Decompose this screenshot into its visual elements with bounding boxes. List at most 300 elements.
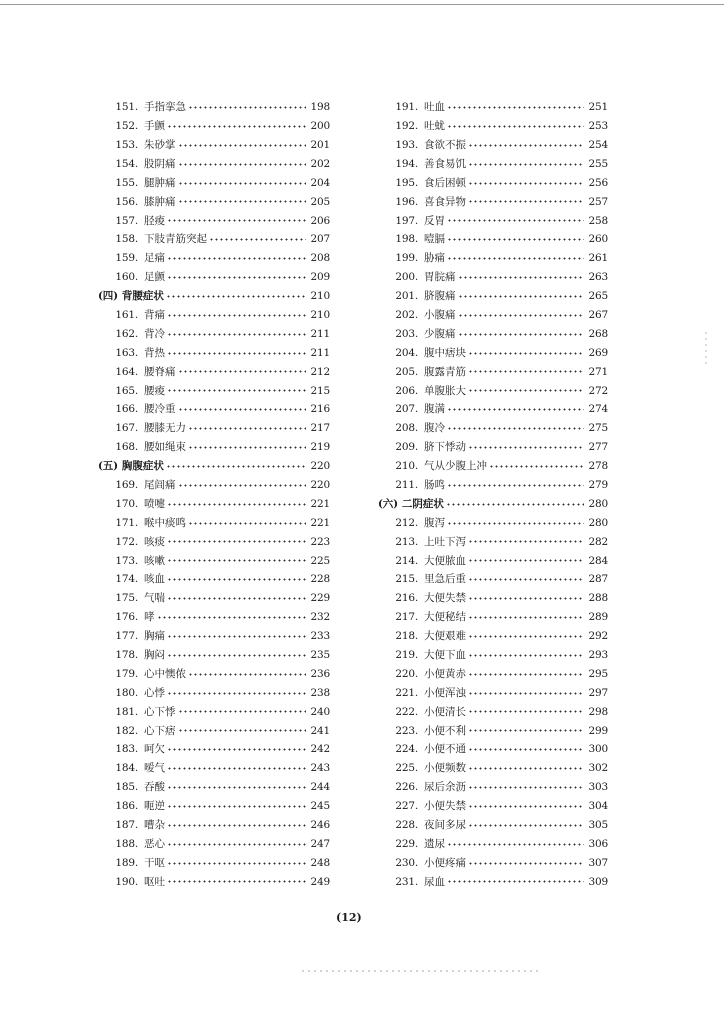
toc-entry <box>384 268 608 287</box>
top-edge-rule <box>0 4 724 5</box>
dot-leader <box>489 465 584 468</box>
toc-entry-page: 255 <box>588 157 608 170</box>
toc-entry-number: 162. <box>115 327 138 340</box>
toc-entry <box>104 797 330 816</box>
dot-leader <box>178 710 307 713</box>
toc-entry <box>104 665 330 684</box>
toc-entry-number: 169. <box>115 479 138 491</box>
dot-leader <box>447 843 584 846</box>
toc-entry-page: 282 <box>588 535 608 548</box>
toc-entry-page: 249 <box>310 875 330 888</box>
toc-entry-number: 195. <box>395 176 418 189</box>
toc-entry-page: 211 <box>310 346 330 359</box>
toc-entry <box>104 400 330 419</box>
toc-entry-title: 少腹痛 <box>424 327 456 340</box>
toc-entry-page: 240 <box>310 705 330 718</box>
toc-entry-number: 155. <box>115 176 138 189</box>
toc-entry-page: 297 <box>588 686 608 699</box>
toc-entry <box>104 249 330 268</box>
toc-section-heading <box>378 495 608 514</box>
dot-leader <box>447 257 584 260</box>
toc-entry-title: 气喘 <box>144 592 165 605</box>
toc-entry-page: 243 <box>310 762 330 775</box>
toc-entry-page: 284 <box>588 554 608 567</box>
toc-entry-title: 腹露青筋 <box>424 365 466 378</box>
toc-entry <box>104 570 330 589</box>
toc-entry-page: 245 <box>310 800 330 813</box>
toc-entry-page: 225 <box>310 554 330 567</box>
toc-entry <box>384 854 608 873</box>
dot-leader <box>188 673 306 676</box>
toc-entry-number: 198. <box>395 233 418 246</box>
toc-entry-page: 292 <box>588 630 608 643</box>
toc-entry-page: 242 <box>310 743 330 756</box>
toc-entry-title: 喷嚏 <box>144 497 165 510</box>
toc-entry-page: 244 <box>310 781 330 794</box>
toc-entry-title: 大便失禁 <box>424 592 466 605</box>
toc-entry-page: 280 <box>588 516 608 529</box>
toc-entry-page: 229 <box>310 592 330 605</box>
toc-entry-title: 喜食异物 <box>424 195 466 208</box>
toc-entry-title: 腰痠 <box>144 384 165 397</box>
dot-leader <box>468 144 584 147</box>
toc-entry-title: 腿肿痛 <box>144 176 176 189</box>
toc-entry <box>384 457 608 476</box>
toc-entry-page: 248 <box>310 856 330 869</box>
toc-entry-title: 善食易饥 <box>424 157 466 170</box>
toc-entry-number: 186. <box>115 800 138 813</box>
dot-leader <box>157 616 307 619</box>
toc-left-column <box>98 98 330 891</box>
dot-leader <box>468 862 584 865</box>
toc-entry <box>104 362 330 381</box>
toc-entry-title: 腰膝无力 <box>144 422 186 435</box>
toc-entry-number: 217. <box>395 611 418 624</box>
toc-entry-page: 260 <box>588 233 608 246</box>
dot-leader <box>167 805 306 808</box>
toc-entry-number: 168. <box>115 441 138 454</box>
dot-leader <box>468 673 584 676</box>
toc-entry-number: 199. <box>395 252 418 265</box>
toc-entry-title: 手颤 <box>144 120 165 133</box>
toc-entry-title: 二阴症状 <box>401 497 444 510</box>
toc-entry-number: 159. <box>115 252 138 265</box>
toc-entry-number: 170. <box>115 497 138 510</box>
toc-entry-page: 228 <box>310 573 330 586</box>
toc-entry-number: 215. <box>395 573 418 586</box>
toc-entry <box>104 192 330 211</box>
toc-entry <box>384 306 608 325</box>
toc-entry-page: 210 <box>310 308 330 321</box>
toc-entry <box>384 381 608 400</box>
toc-entry-number: 187. <box>115 819 138 832</box>
toc-entry <box>104 230 330 249</box>
toc-entry-page: 232 <box>310 611 330 624</box>
dot-leader <box>468 182 584 185</box>
toc-entry-number: 157. <box>115 214 138 227</box>
dot-leader <box>167 767 306 770</box>
toc-entry-title: 食后困顿 <box>424 176 466 189</box>
toc-entry-page: 221 <box>310 516 330 529</box>
toc-entry-number: 224. <box>395 743 418 756</box>
toc-entry-title: 腹满 <box>424 403 445 416</box>
toc-entry-title: 呃逆 <box>144 800 165 813</box>
toc-entry-title: 小便清长 <box>424 705 466 718</box>
toc-entry-page: 307 <box>588 856 608 869</box>
dot-leader <box>468 692 584 695</box>
toc-entry-page: 278 <box>588 460 608 473</box>
toc-entry-title: 胸痛 <box>144 630 165 643</box>
toc-entry-number: 165. <box>115 384 138 397</box>
toc-entry-number: 153. <box>115 138 138 151</box>
toc-entry-title: 足颤 <box>144 271 165 284</box>
toc-entry-page: 217 <box>310 422 330 435</box>
toc-entry-number: 211. <box>395 479 418 491</box>
toc-entry-title: 足痛 <box>144 252 165 265</box>
toc-entry-title: 腹中痞块 <box>424 346 466 359</box>
dot-leader <box>178 370 307 373</box>
dot-leader <box>178 729 307 732</box>
toc-entry-number: 161. <box>115 308 138 321</box>
dot-leader <box>447 106 584 109</box>
toc-entry-title: 气从少腹上冲 <box>424 460 487 473</box>
toc-entry-page: 206 <box>310 214 330 227</box>
toc-entry <box>104 438 330 457</box>
dot-leader <box>468 597 584 600</box>
toc-entry-number: 231. <box>395 875 418 888</box>
toc-entry <box>384 570 608 589</box>
toc-entry-page: 215 <box>310 384 330 397</box>
toc-entry-title: 哮 <box>144 611 155 624</box>
toc-entry-number: 194. <box>395 157 418 170</box>
dot-leader <box>447 408 584 411</box>
toc-entry <box>384 740 608 759</box>
toc-entry-title: 咳血 <box>144 573 165 586</box>
toc-entry-page: 246 <box>310 819 330 832</box>
toc-entry-number: 164. <box>115 365 138 378</box>
toc-entry-number: 209. <box>395 441 418 454</box>
toc-entry-title: 喉中痰鸣 <box>144 516 186 529</box>
toc-entry-number: 225. <box>395 762 418 775</box>
toc-entry <box>104 854 330 873</box>
toc-entry <box>104 514 330 533</box>
toc-entry <box>104 684 330 703</box>
toc-entry <box>384 873 608 892</box>
toc-entry <box>384 362 608 381</box>
toc-entry-title: 小便浑浊 <box>424 686 466 699</box>
toc-entry-number: 180. <box>115 686 138 699</box>
toc-entry-page: 221 <box>310 497 330 510</box>
toc-entry-title: 咳痰 <box>144 535 165 548</box>
toc-entry-number: 158. <box>115 233 138 246</box>
dot-leader <box>167 597 306 600</box>
dot-leader <box>447 484 584 487</box>
toc-entry <box>104 608 330 627</box>
toc-entry <box>384 400 608 419</box>
toc-entry <box>104 98 330 117</box>
dot-leader <box>468 729 584 732</box>
toc-entry-page: 253 <box>588 120 608 133</box>
toc-entry-page: 305 <box>588 819 608 832</box>
toc-entry <box>384 117 608 136</box>
toc-entry-title: 大便下血 <box>424 649 466 662</box>
dot-leader <box>167 333 306 336</box>
toc-entry <box>384 419 608 438</box>
dot-leader <box>188 106 306 109</box>
toc-entry-number: 182. <box>115 724 138 737</box>
toc-entry-page: 300 <box>588 743 608 756</box>
toc-entry <box>384 797 608 816</box>
toc-entry-title: 小便失禁 <box>424 800 466 813</box>
dot-leader <box>447 238 584 241</box>
dot-leader <box>167 748 306 751</box>
toc-entry-number: 226. <box>395 781 418 794</box>
dot-leader <box>458 295 585 298</box>
toc-entry-number: 154. <box>115 157 138 170</box>
toc-entry-number: 152. <box>115 120 138 133</box>
toc-entry-number: 188. <box>115 837 138 850</box>
dot-leader <box>178 163 307 166</box>
dot-leader <box>458 333 585 336</box>
toc-entry <box>104 816 330 835</box>
toc-entry <box>104 873 330 892</box>
dot-leader <box>178 144 307 147</box>
toc-entry-title: 小便疼痛 <box>424 856 466 869</box>
toc-entry <box>384 344 608 363</box>
toc-entry <box>104 646 330 665</box>
toc-entry-title: 朱砂掌 <box>144 138 176 151</box>
toc-entry <box>384 476 608 495</box>
dot-leader <box>468 824 584 827</box>
toc-entry-number: 208. <box>395 422 418 435</box>
dot-leader <box>167 578 306 581</box>
toc-entry-title: 遗尿 <box>424 837 445 850</box>
dot-leader <box>166 295 306 298</box>
dot-leader <box>468 635 584 638</box>
dot-leader <box>167 843 306 846</box>
toc-entry-page: 223 <box>310 535 330 548</box>
dot-leader <box>458 314 585 317</box>
dot-leader <box>468 200 584 203</box>
toc-entry <box>104 306 330 325</box>
toc-entry-title: 背热 <box>144 346 165 359</box>
toc-entry-number: 172. <box>115 535 138 548</box>
toc-entry-title: 尾闾痛 <box>144 479 176 491</box>
toc-entry-number: (六) <box>378 497 398 510</box>
toc-entry-page: 304 <box>588 800 608 813</box>
toc-entry-page: 204 <box>310 176 330 189</box>
toc-entry-page: 263 <box>588 271 608 284</box>
toc-entry <box>384 684 608 703</box>
toc-entry <box>104 174 330 193</box>
dot-leader <box>458 276 585 279</box>
dot-leader <box>188 446 306 449</box>
toc-entry <box>104 703 330 722</box>
footer-page-number: (12) <box>336 911 362 924</box>
toc-entry-title: 大便艰难 <box>424 630 466 643</box>
toc-entry-number: 213. <box>395 535 418 548</box>
dot-leader <box>167 635 306 638</box>
toc-entry-title: 脐下悸动 <box>424 441 466 454</box>
toc-entry-title: 腰如绳束 <box>144 441 186 454</box>
toc-entry <box>104 381 330 400</box>
toc-entry <box>104 117 330 136</box>
toc-entry-title: 腹冷 <box>424 422 445 435</box>
toc-entry-page: 295 <box>588 667 608 680</box>
toc-entry-number: 192. <box>395 120 418 133</box>
toc-entry-number: 151. <box>115 101 138 114</box>
toc-entry-page: 211 <box>310 327 330 340</box>
dot-leader <box>447 522 584 525</box>
toc-entry-number: 175. <box>115 592 138 605</box>
toc-entry-title: 吞酸 <box>144 781 165 794</box>
dot-leader <box>167 276 306 279</box>
toc-entry-number: 204. <box>395 346 418 359</box>
toc-entry-number: 206. <box>395 384 418 397</box>
dot-leader <box>447 125 584 128</box>
toc-entry-page: 277 <box>588 441 608 454</box>
toc-entry-number: (四) <box>98 290 118 303</box>
toc-entry-number: 227. <box>395 800 418 813</box>
dot-leader <box>167 352 306 355</box>
toc-entry-number: 222. <box>395 705 418 718</box>
dot-leader <box>468 767 584 770</box>
toc-entry-title: 小腹痛 <box>424 308 456 321</box>
scan-smudge <box>300 970 540 972</box>
dot-leader <box>167 654 306 657</box>
toc-entry-number: 221. <box>395 686 418 699</box>
dot-leader <box>447 880 584 883</box>
toc-entry-title: 小便频数 <box>424 762 466 775</box>
toc-entry-number: 200. <box>395 271 418 284</box>
toc-entry <box>384 532 608 551</box>
toc-entry-page: 302 <box>588 762 608 775</box>
toc-entry-page: 201 <box>310 138 330 151</box>
toc-entry-title: 胸腹症状 <box>121 460 164 473</box>
toc-entry-page: 238 <box>310 686 330 699</box>
dot-leader <box>167 219 306 222</box>
toc-entry <box>104 476 330 495</box>
toc-entry-number: 171. <box>115 516 138 529</box>
toc-entry-title: 大便秘结 <box>424 611 466 624</box>
toc-entry-page: 202 <box>310 157 330 170</box>
toc-entry <box>384 703 608 722</box>
dot-leader <box>167 824 306 827</box>
toc-entry <box>104 759 330 778</box>
toc-entry <box>384 325 608 344</box>
toc-entry <box>384 759 608 778</box>
toc-entry-title: 胃脘痛 <box>424 271 456 284</box>
toc-entry-number: 212. <box>395 516 418 529</box>
dot-leader <box>209 238 306 241</box>
dot-leader <box>167 389 306 392</box>
toc-entry-number: (五) <box>98 460 118 473</box>
toc-entry <box>384 665 608 684</box>
toc-entry <box>384 192 608 211</box>
toc-entry-title: 腰脊痛 <box>144 365 176 378</box>
toc-entry-page: 306 <box>588 837 608 850</box>
toc-entry <box>104 136 330 155</box>
dot-leader <box>468 559 584 562</box>
toc-entry <box>384 551 608 570</box>
toc-entry <box>104 532 330 551</box>
dot-leader <box>178 200 307 203</box>
toc-entry <box>384 721 608 740</box>
toc-entry-page: 271 <box>588 365 608 378</box>
dot-leader <box>468 805 584 808</box>
toc-entry-page: 205 <box>310 195 330 208</box>
toc-entry-title: 小便不利 <box>424 724 466 737</box>
toc-entry-title: 小便不通 <box>424 743 466 756</box>
toc-entry-title: 尿血 <box>424 875 445 888</box>
toc-entry-title: 胫痠 <box>144 214 165 227</box>
toc-entry-number: 203. <box>395 327 418 340</box>
toc-entry-title: 背腰症状 <box>121 290 164 303</box>
toc-entry-page: 236 <box>310 667 330 680</box>
toc-entry-title: 胁痛 <box>424 252 445 265</box>
dot-leader <box>178 408 307 411</box>
toc-entry-page: 272 <box>588 384 608 397</box>
toc-entry-number: 189. <box>115 856 138 869</box>
toc-entry <box>104 419 330 438</box>
toc-entry-title: 噎膈 <box>424 233 445 246</box>
toc-entry-title: 嘈杂 <box>144 819 165 832</box>
toc-entry <box>384 589 608 608</box>
toc-entry-title: 心中懊侬 <box>144 667 186 680</box>
dot-leader <box>167 692 306 695</box>
dot-leader <box>178 182 307 185</box>
dot-leader <box>468 748 584 751</box>
toc-entry-number: 160. <box>115 271 138 284</box>
toc-entry-title: 小便黄赤 <box>424 667 466 680</box>
toc-entry-title: 恶心 <box>144 837 165 850</box>
toc-entry-title: 大便脓血 <box>424 554 466 567</box>
toc-entry-number: 220. <box>395 667 418 680</box>
toc-entry-page: 280 <box>588 497 608 510</box>
toc-entry-number: 205. <box>395 365 418 378</box>
toc-entry-page: 298 <box>588 705 608 718</box>
toc-entry <box>104 740 330 759</box>
dot-leader <box>447 219 584 222</box>
toc-entry-number: 163. <box>115 346 138 359</box>
toc-entry-title: 下肢青筋突起 <box>144 233 207 246</box>
toc-entry-number: 181. <box>115 705 138 718</box>
toc-right-column <box>378 98 608 891</box>
toc-section-heading <box>98 287 330 306</box>
toc-entry-title: 尿后余沥 <box>424 781 466 794</box>
toc-entry <box>104 778 330 797</box>
dot-leader <box>166 465 306 468</box>
toc-entry-title: 股阴痛 <box>144 157 176 170</box>
toc-entry-title: 呵欠 <box>144 743 165 756</box>
dot-leader <box>167 314 306 317</box>
toc-entry <box>384 816 608 835</box>
toc-entry-page: 254 <box>588 138 608 151</box>
toc-entry <box>384 230 608 249</box>
toc-entry-number: 174. <box>115 573 138 586</box>
toc-entry-title: 反胃 <box>424 214 445 227</box>
toc-entry-number: 223. <box>395 724 418 737</box>
dot-leader <box>447 427 584 430</box>
toc-entry-title: 肠鸣 <box>424 479 445 491</box>
toc-entry-page: 279 <box>588 479 608 491</box>
toc-entry-page: 219 <box>310 441 330 454</box>
dot-leader <box>188 522 306 525</box>
toc-entry-title: 心悸 <box>144 686 165 699</box>
toc-entry <box>104 551 330 570</box>
toc-entry-page: 293 <box>588 649 608 662</box>
toc-entry-page: 265 <box>588 290 608 303</box>
